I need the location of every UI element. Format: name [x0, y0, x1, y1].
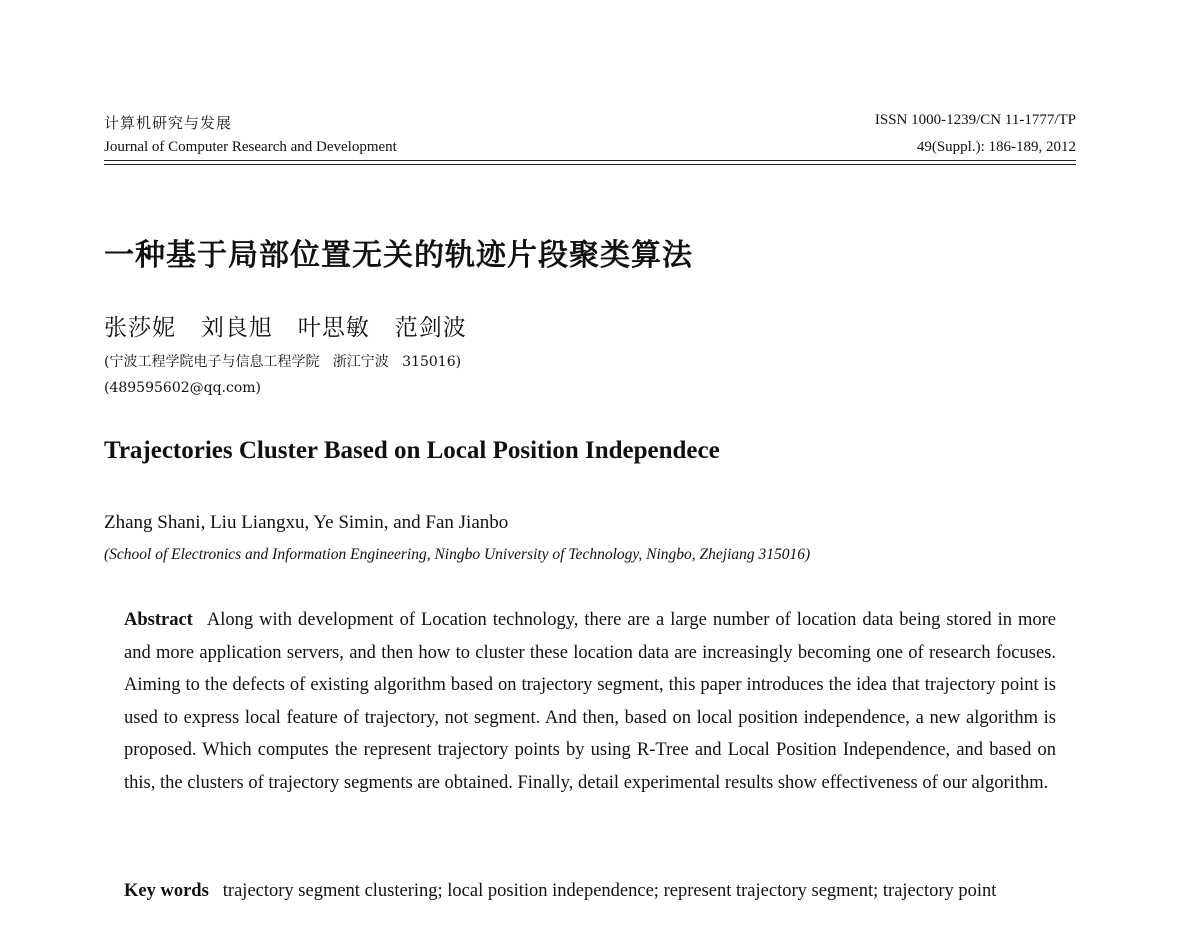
issn: ISSN 1000-1239/CN 11-1777/TP	[874, 112, 1076, 128]
keywords-label: Key words	[124, 881, 209, 901]
running-header-top	[104, 112, 1076, 133]
journal-name-cn: 计算机研究与发展	[104, 114, 233, 132]
keywords-text: trajectory segment clustering; local position independence; represent trajectory segment; trajectory point	[222, 881, 997, 901]
running-header-bottom	[104, 139, 1076, 156]
authors-en: Zhang Shani, Liu Liangxu, Ye Simin, and Fan Jianbo	[104, 512, 509, 533]
journal-name-en: Journal of Computer Research and Development	[104, 139, 397, 155]
authors-cn: 张莎妮 刘良旭 叶思敏 范剑波	[104, 315, 467, 341]
issue-info: 49(Suppl.): 186-189, 2012	[916, 139, 1076, 155]
abstract	[124, 604, 1056, 800]
affiliation-en: (School of Electronics and Information Engineering, Ningbo University of Technology, Ningbo, Zhejiang 315016)	[104, 546, 811, 563]
title-en: Trajectories Cluster Based on Local Position Independece	[104, 437, 720, 464]
keywords	[124, 875, 1056, 907]
abstract-label: Abstract	[124, 610, 193, 630]
abstract-text: Along with development of Location technology, there are a large number of location data being stored in more and more application servers, and then how to cluster these location data are increasingly becoming one of research focuses. Aiming to the defects of existing algorithm based on trajectory segment, this paper introduces the idea that trajectory point is used to express local feature of trajectory, not segment. And then, based on local position independence, a new algorithm is proposed. Which computes the represent trajectory points by using R-Tree and Local Position Independence, and based on this, the clusters of trajectory segments are obtained. Finally, detail experimental results show effectiveness of our algorithm.	[124, 610, 1056, 793]
author-email: (489595602@qq.com)	[104, 380, 262, 396]
affiliation-cn: (宁波工程学院电子与信息工程学院 浙江宁波 315016)	[104, 354, 462, 370]
header-rule-thin	[104, 164, 1076, 165]
title-cn: 一种基于局部位置无关的轨迹片段聚类算法	[104, 238, 693, 273]
header-rule-thick	[104, 160, 1076, 161]
